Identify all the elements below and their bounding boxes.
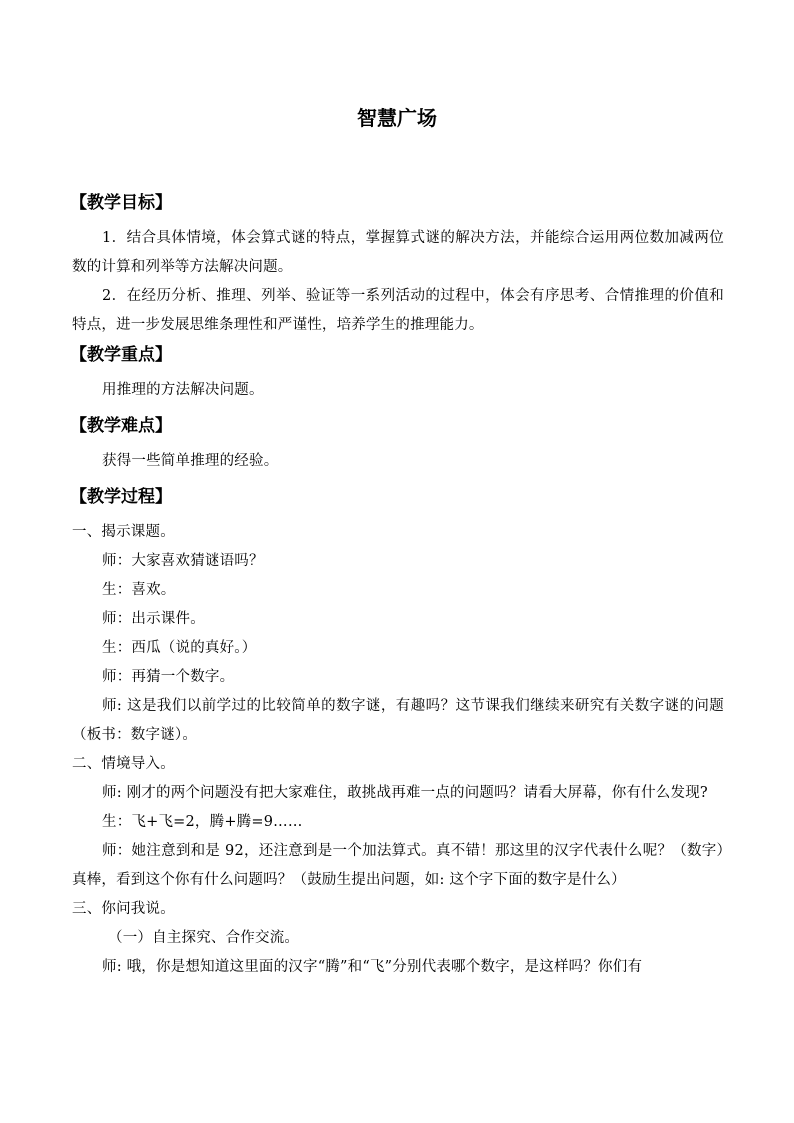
heading-teaching-process: 【教学过程】: [70, 487, 172, 507]
dialogue-line: 生：喜欢。: [102, 582, 176, 598]
dialogue-line: 师：大家喜欢猜谜语吗？: [102, 553, 264, 569]
dialogue-line: 师: 哦，你是想知道这里面的汉字“腾”和“飞”分别代表哪个数字，是这样吗？你们有: [102, 959, 643, 975]
subsection-title: （一）自主探究、合作交流。: [108, 930, 300, 946]
dialogue-line: 师：再猜一个数字。: [102, 669, 235, 685]
heading-teaching-difficulty: 【教学难点】: [70, 416, 172, 436]
part-2-title: 二、情境导入。: [72, 756, 175, 772]
page-title: 智慧广场: [357, 106, 437, 130]
part-3-title: 三、你问我说。: [72, 901, 175, 917]
document-body: [72, 188, 724, 982]
dialogue-line: 生：西瓜（说的真好。）: [102, 640, 257, 656]
goal-paragraph-2: 2．在经历分析、推理、列举、验证等一系列活动的过程中，体会有序思考、合情推理的价值和特点，进一步发展思维条理性和严谨性，培养学生的推理能力。: [72, 288, 724, 333]
focus-text: 用推理的方法解决问题。: [102, 382, 264, 398]
dialogue-paragraph: 师: 刚才的两个问题没有把大家难住，敢挑战再难一点的问题吗？请看大屏幕，你有什么发现?: [102, 785, 708, 801]
part-1-title: 一、揭示课题。: [72, 524, 175, 540]
dialogue-paragraph: 师：她注意到和是 92，还注意到是一个加法算式。真不错！那这里的汉字代表什么呢？（数字）真棒，看到这个你有什么问题吗？（鼓励生提出问题，如: 这个字下面的数字是什么）: [72, 843, 724, 888]
heading-teaching-focus: 【教学重点】: [70, 345, 172, 365]
difficulty-text: 获得一些简单推理的经验。: [102, 453, 279, 469]
dialogue-paragraph: 师: 这是我们以前学过的比较简单的数字谜，有趣吗？这节课我们继续来研究有关数字谜的问题（板书：数字谜）。: [72, 698, 724, 743]
heading-teaching-goals: 【教学目标】: [70, 193, 172, 213]
dialogue-line: 生：飞+飞=2，腾+腾=9……: [102, 814, 303, 830]
goal-paragraph-1: 1．结合具体情境，体会算式谜的特点，掌握算式谜的解决方法，并能综合运用两位数加减两位数的计算和列举等方法解决问题。: [72, 230, 724, 275]
dialogue-line: 师：出示课件。: [102, 611, 205, 627]
